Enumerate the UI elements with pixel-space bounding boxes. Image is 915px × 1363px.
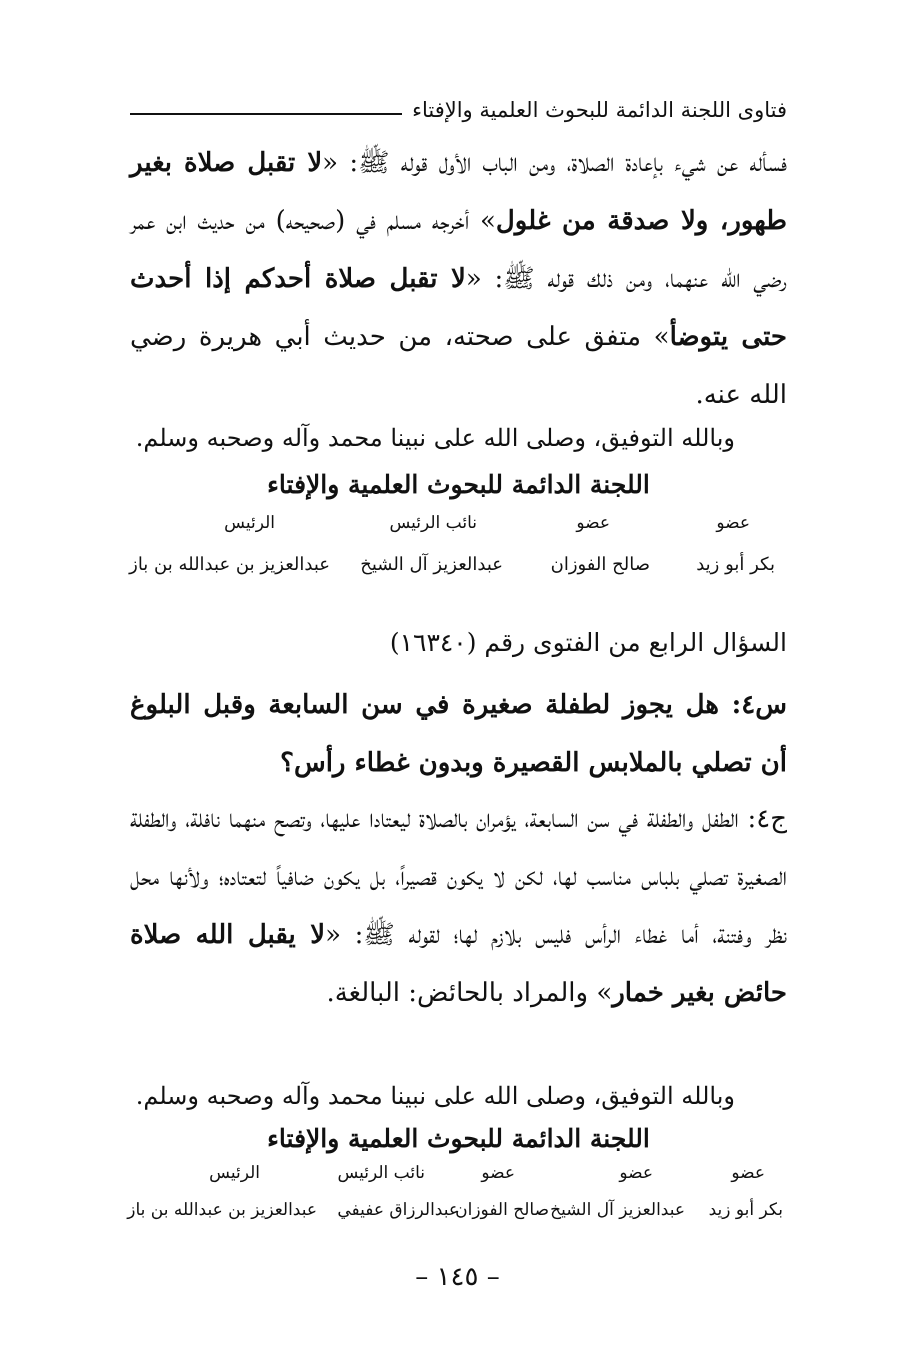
fatwa2-sig-3-name: صالح الفوزان — [455, 1200, 549, 1220]
fatwa2-sig-1-role: عضو — [731, 1163, 765, 1183]
fatwa2-sig-2-name: عبدالعزيز آل الشيخ — [550, 1200, 685, 1220]
header-rule — [130, 113, 402, 115]
fatwa1-closing: وبالله التوفيق، وصلى الله على نبينا محمد وآله وصحبه وسلم. — [135, 424, 735, 452]
fatwa1-sig-4-role: الرئيس — [224, 513, 275, 533]
book-title: فتاوى اللجنة الدائمة للبحوث العلمية والإفتاء — [412, 98, 787, 122]
fatwa1-sig-2-name: صالح الفوزان — [550, 554, 650, 575]
fatwa1-sig-1-role: عضو — [716, 513, 750, 533]
fatwa2-heading: السؤال الرابع من الفتوى رقم (١٦٣٤٠) — [389, 628, 787, 657]
fatwa1-text-1: فسأله عن شيء بإعادة الصلاة، ومن الباب الأول قوله ﷺ: « — [322, 148, 787, 178]
fatwa2-sig-3-role: عضو — [481, 1163, 515, 1183]
fatwa2-sig-4-name: عبدالرزاق عفيفي — [337, 1200, 459, 1220]
fatwa2-sig-5-name: عبدالعزيز بن عبدالله بن باز — [127, 1200, 317, 1220]
fatwa2-answer-text-2: » والمراد بالحائض: البالغة. — [326, 978, 613, 1008]
fatwa1-sig-1-name: بكر أبو زيد — [696, 554, 775, 575]
fatwa1-sig-3-role: نائب الرئيس — [389, 513, 477, 533]
fatwa1-committee-name: اللجنة الدائمة للبحوث العلمية والإفتاء — [267, 470, 650, 499]
fatwa2-question: س٤: هل يجوز لطفلة صغيرة في سن السابعة وقبل البلوغ أن تصلي بالملابس القصيرة وبدون غطاء رأس؟ — [130, 690, 787, 778]
running-header — [130, 88, 787, 122]
fatwa1-sig-3-name: عبدالعزيز آل الشيخ — [360, 554, 503, 575]
fatwa2-answer-text-1: ج٤: الطفل والطفلة في سن السابعة، يؤمران بالصلاة ليعتادا عليها، وتصح منهما نافلة، والطفلة الصغيرة تصلي بلباس مناسب لها، لكن لا يكون قصيراً، بل يكون ضافياً لتعتاده؛ ولأنها محل نظر وفتنة، أما غطاء الرأس فليس بلازم لها؛ لقوله ﷺ: « — [130, 804, 787, 950]
fatwa2-sig-1-name: بكر أبو زيد — [708, 1200, 783, 1220]
fatwa1-hadith-2: لا تقبل صلاة أحدكم إذا أحدث حتى يتوضأ — [130, 264, 787, 352]
fatwa1-sig-4-name: عبدالعزيز بن عبدالله بن باز — [129, 554, 330, 575]
fatwa2-sig-5-role: الرئيس — [209, 1163, 260, 1183]
fatwa2-hadith: لا يقبل الله صلاة حائض بغير خمار — [130, 920, 787, 1008]
fatwa2-sig-2-role: عضو — [619, 1163, 653, 1183]
fatwa1-text-3: » متفق على صحته، من حديث أبي هريرة رضي الله عنه. — [130, 322, 787, 410]
fatwa2-committee-name: اللجنة الدائمة للبحوث العلمية والإفتاء — [267, 1124, 650, 1153]
fatwa1-text-2: » أخرجه مسلم في (صحيحه) من حديث ابن عمر رضي الله عنهما، ومن ذلك قوله ﷺ: « — [130, 206, 787, 294]
fatwa1-sig-2-role: عضو — [576, 513, 610, 533]
fatwa1-body — [130, 134, 787, 424]
fatwa2-closing: وبالله التوفيق، وصلى الله على نبينا محمد وآله وصحبه وسلم. — [135, 1082, 735, 1110]
page-number: – ١٤٥ – — [415, 1262, 500, 1292]
fatwa2-answer — [130, 790, 787, 1022]
fatwa1-hadith-1: لا تقبل صلاة بغير طهور، ولا صدقة من غلول — [130, 148, 787, 236]
fatwa2-sig-4-role: نائب الرئيس — [337, 1163, 425, 1183]
